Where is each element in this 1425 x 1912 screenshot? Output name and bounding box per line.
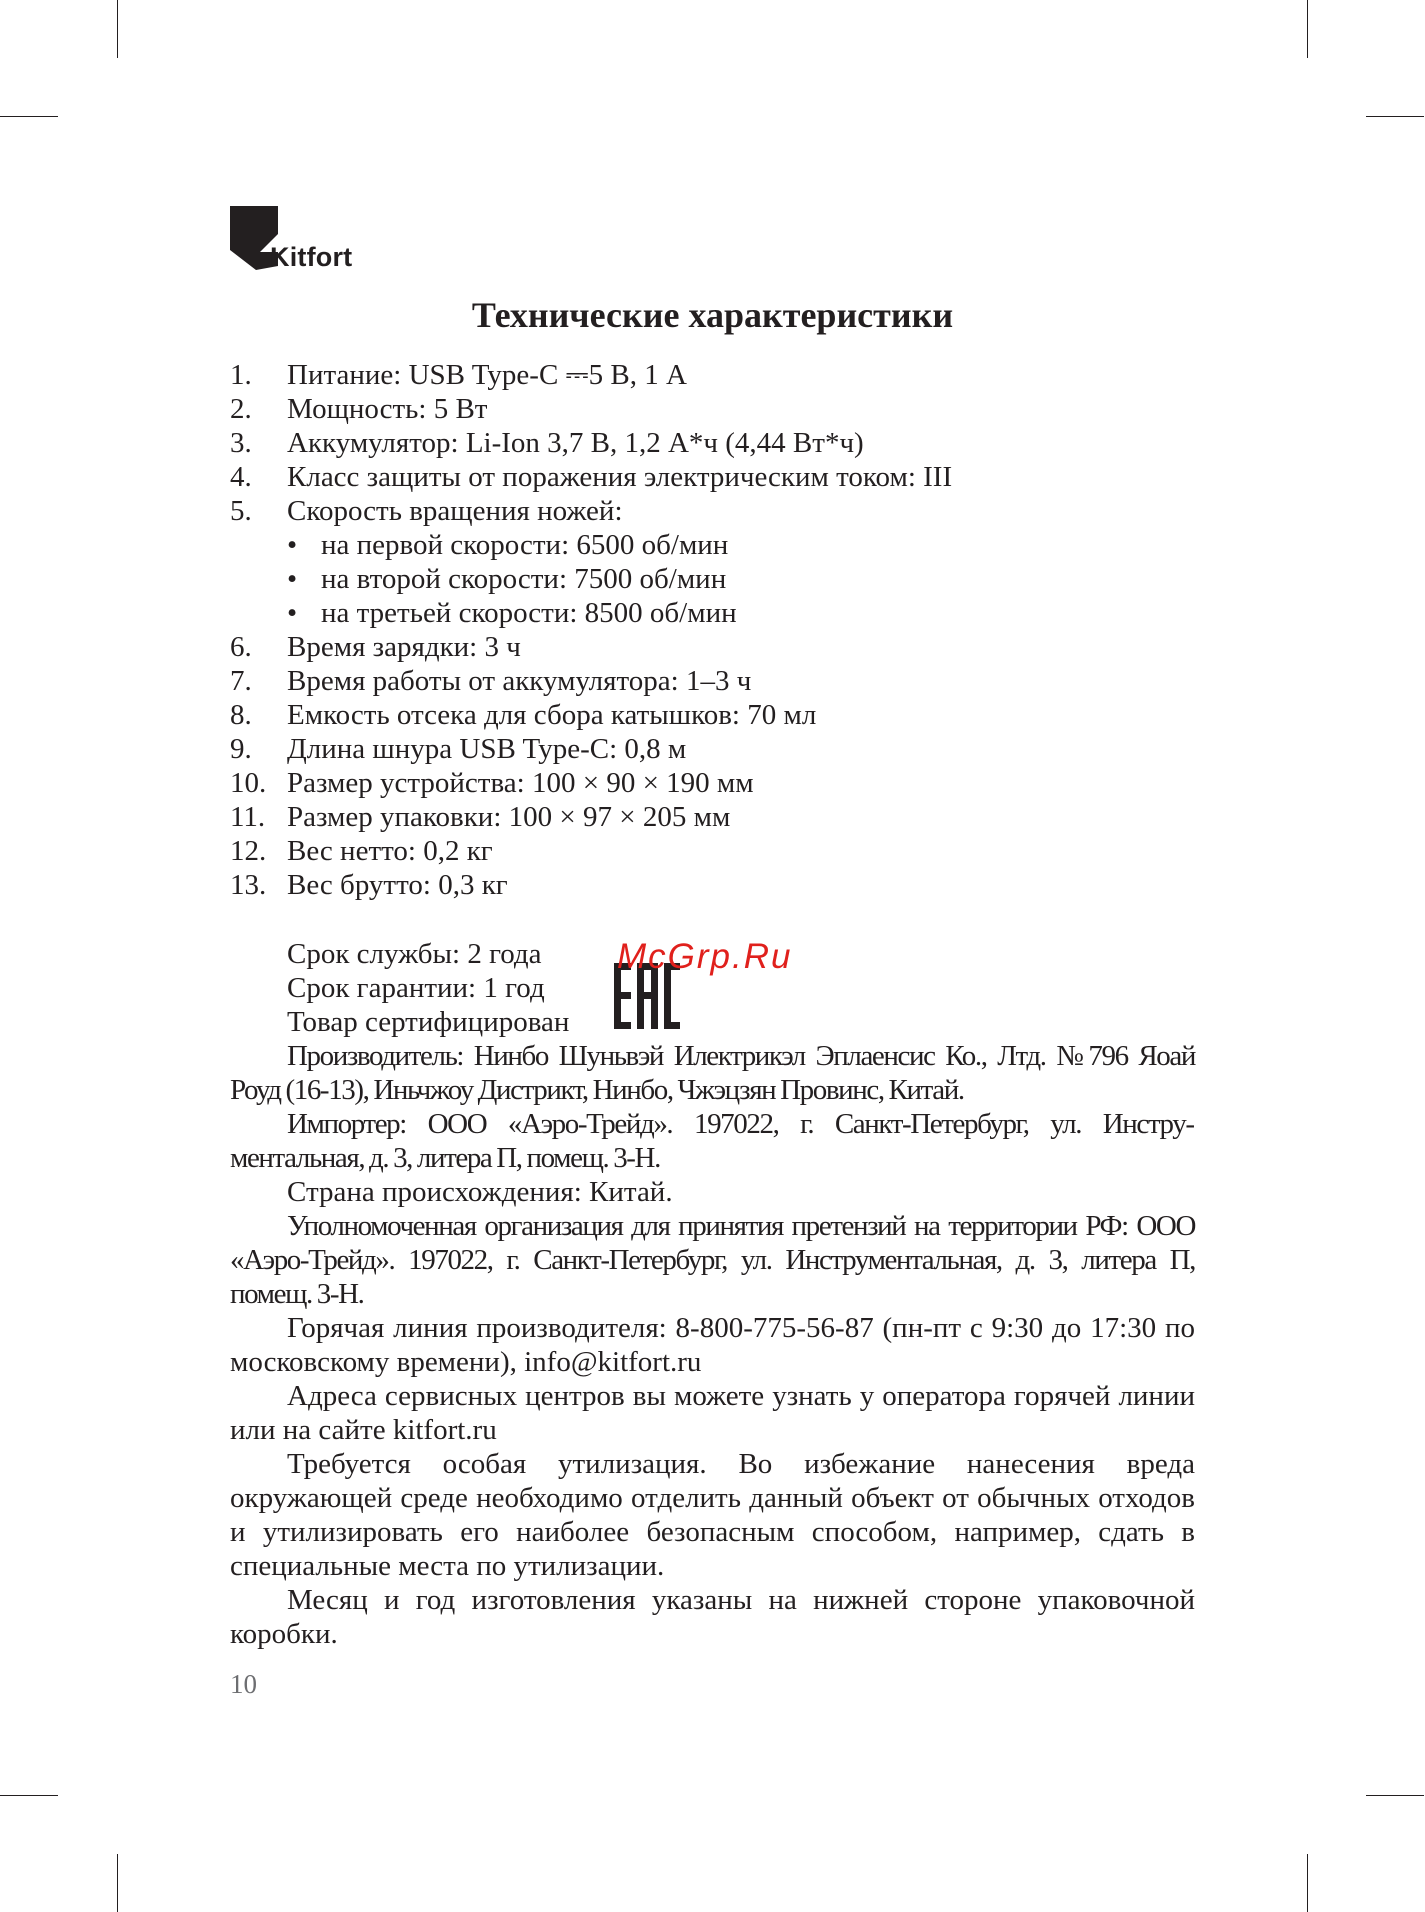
certified: Товар сертифицирован xyxy=(287,1006,570,1038)
crop-mark xyxy=(117,0,118,58)
item-number: 3. xyxy=(230,427,252,459)
list-item xyxy=(230,800,1195,834)
list-item xyxy=(230,732,1195,766)
crop-mark xyxy=(0,116,58,117)
item-number: 11. xyxy=(230,801,266,833)
warranty: Срок гарантии: 1 год xyxy=(287,972,545,1004)
disposal-paragraph: Требуется особая утилизация. Во избежание нанесения вреда окружающей среде необходимо отделить данный объект от обычных отходов и утилизировать его наиболее безопасным способом, например, сдать в специальные места по утилизации. xyxy=(230,1448,1195,1582)
list-item xyxy=(230,664,1195,698)
manufacturer-paragraph: Производитель: Нинбо Шуньвэй Илектрикэл Эплаенсис Ко., Лтд. №796 Яоай Роуд (16-13), Иньчжоу Дистрикт, Нинбо, Чжэцзян Провинс, Китай. xyxy=(230,1040,1195,1106)
item-text: Скорость вращения ножей: xyxy=(287,495,623,527)
item-number: 12. xyxy=(230,835,267,867)
item-number: 7. xyxy=(230,665,252,697)
sub-item-text: на третьей скорости: 8500 об/мин xyxy=(321,597,737,629)
sub-list-item xyxy=(230,562,1195,596)
sub-list-item xyxy=(230,528,1195,562)
item-number: 8. xyxy=(230,699,252,731)
manufacture-date-paragraph: Месяц и год изготовления указаны на нижней стороне упаковочной коробки. xyxy=(230,1584,1195,1650)
crop-mark xyxy=(1366,116,1424,117)
authorized-organization-paragraph: Уполномоченная организация для принятия претензий на территории РФ: ООО «Аэро-Трейд». 197022, г. Санкт-Петербург, ул. Инструментальная, д. 3, литера П, помещ. 3-Н. xyxy=(230,1210,1195,1310)
item-text: Аккумулятор: Li-Ion 3,7 В, 1,2 А*ч (4,44 Вт*ч) xyxy=(287,427,864,459)
importer-paragraph: Импортер: ООО «Аэро-Трейд». 197022, г. Санкт-Петербург, ул. Инструментальная, д. 3, литера П, помещ. 3-Н. xyxy=(230,1108,1195,1174)
country-paragraph: Страна происхождения: Китай. xyxy=(287,1176,673,1208)
list-item xyxy=(230,698,1195,732)
hotline-paragraph: Горячая линия производителя: 8-800-775-56-87 (пн-пт с 9:30 до 17:30 по московскому времени), info@kitfort.ru xyxy=(230,1312,1195,1378)
crop-mark xyxy=(0,1795,58,1796)
item-number: 1. xyxy=(230,359,252,391)
bullet: • xyxy=(287,563,298,595)
bullet: • xyxy=(287,597,298,629)
brand-name: Kitfort xyxy=(270,242,353,272)
specifications-list xyxy=(230,358,1195,902)
item-text: Время зарядки: 3 ч xyxy=(287,631,521,663)
item-number: 6. xyxy=(230,631,252,663)
item-text: Вес брутто: 0,3 кг xyxy=(287,869,508,901)
item-text: Мощность: 5 Вт xyxy=(287,393,488,425)
service-centers-paragraph: Адреса сервисных центров вы можете узнать у оператора горячей линии или на сайте kitfort.ru xyxy=(230,1380,1195,1446)
crop-mark xyxy=(117,1854,118,1912)
service-life-block xyxy=(287,937,569,1039)
page-title: Технические характеристики xyxy=(471,295,954,335)
item-number: 10. xyxy=(230,767,267,799)
item-text: Вес нетто: 0,2 кг xyxy=(287,835,493,867)
crop-mark xyxy=(1307,1854,1308,1912)
list-item xyxy=(230,834,1195,868)
item-number: 4. xyxy=(230,461,252,493)
item-text: Длина шнура USB Type-C: 0,8 м xyxy=(287,733,687,765)
watermark: McGrp.Ru xyxy=(617,937,793,976)
item-text: Время работы от аккумулятора: 1–3 ч xyxy=(287,665,752,697)
item-text: Емкость отсека для сбора катышков: 70 мл xyxy=(287,699,817,731)
company-info xyxy=(230,1039,1195,1651)
item-number: 9. xyxy=(230,733,252,765)
list-item xyxy=(230,426,1195,460)
item-text: Класс защиты от поражения электрическим током: III xyxy=(287,461,953,493)
sub-list-item xyxy=(230,596,1195,630)
item-number: 13. xyxy=(230,869,267,901)
item-text: Размер устройства: 100 × 90 × 190 мм xyxy=(287,767,754,799)
list-item xyxy=(230,630,1195,664)
item-number: 2. xyxy=(230,393,252,425)
sub-item-text: на второй скорости: 7500 об/мин xyxy=(321,563,727,595)
list-item xyxy=(230,460,1195,494)
kitfort-logo xyxy=(230,206,370,272)
list-item xyxy=(230,392,1195,426)
item-number: 5. xyxy=(230,495,252,527)
service-life: Срок службы: 2 года xyxy=(287,938,542,970)
bullet: • xyxy=(287,529,298,561)
sub-item-text: на первой скорости: 6500 об/мин xyxy=(321,529,729,561)
list-item xyxy=(230,766,1195,800)
crop-mark xyxy=(1307,0,1308,58)
item-text: Питание: USB Type-C ⎓5 В, 1 А xyxy=(287,359,687,391)
list-item xyxy=(230,868,1195,902)
list-item xyxy=(230,358,1195,392)
page-number: 10 xyxy=(230,1669,257,1699)
item-text: Размер упаковки: 100 × 97 × 205 мм xyxy=(287,801,731,833)
crop-mark xyxy=(1366,1795,1424,1796)
list-item xyxy=(230,494,1195,528)
